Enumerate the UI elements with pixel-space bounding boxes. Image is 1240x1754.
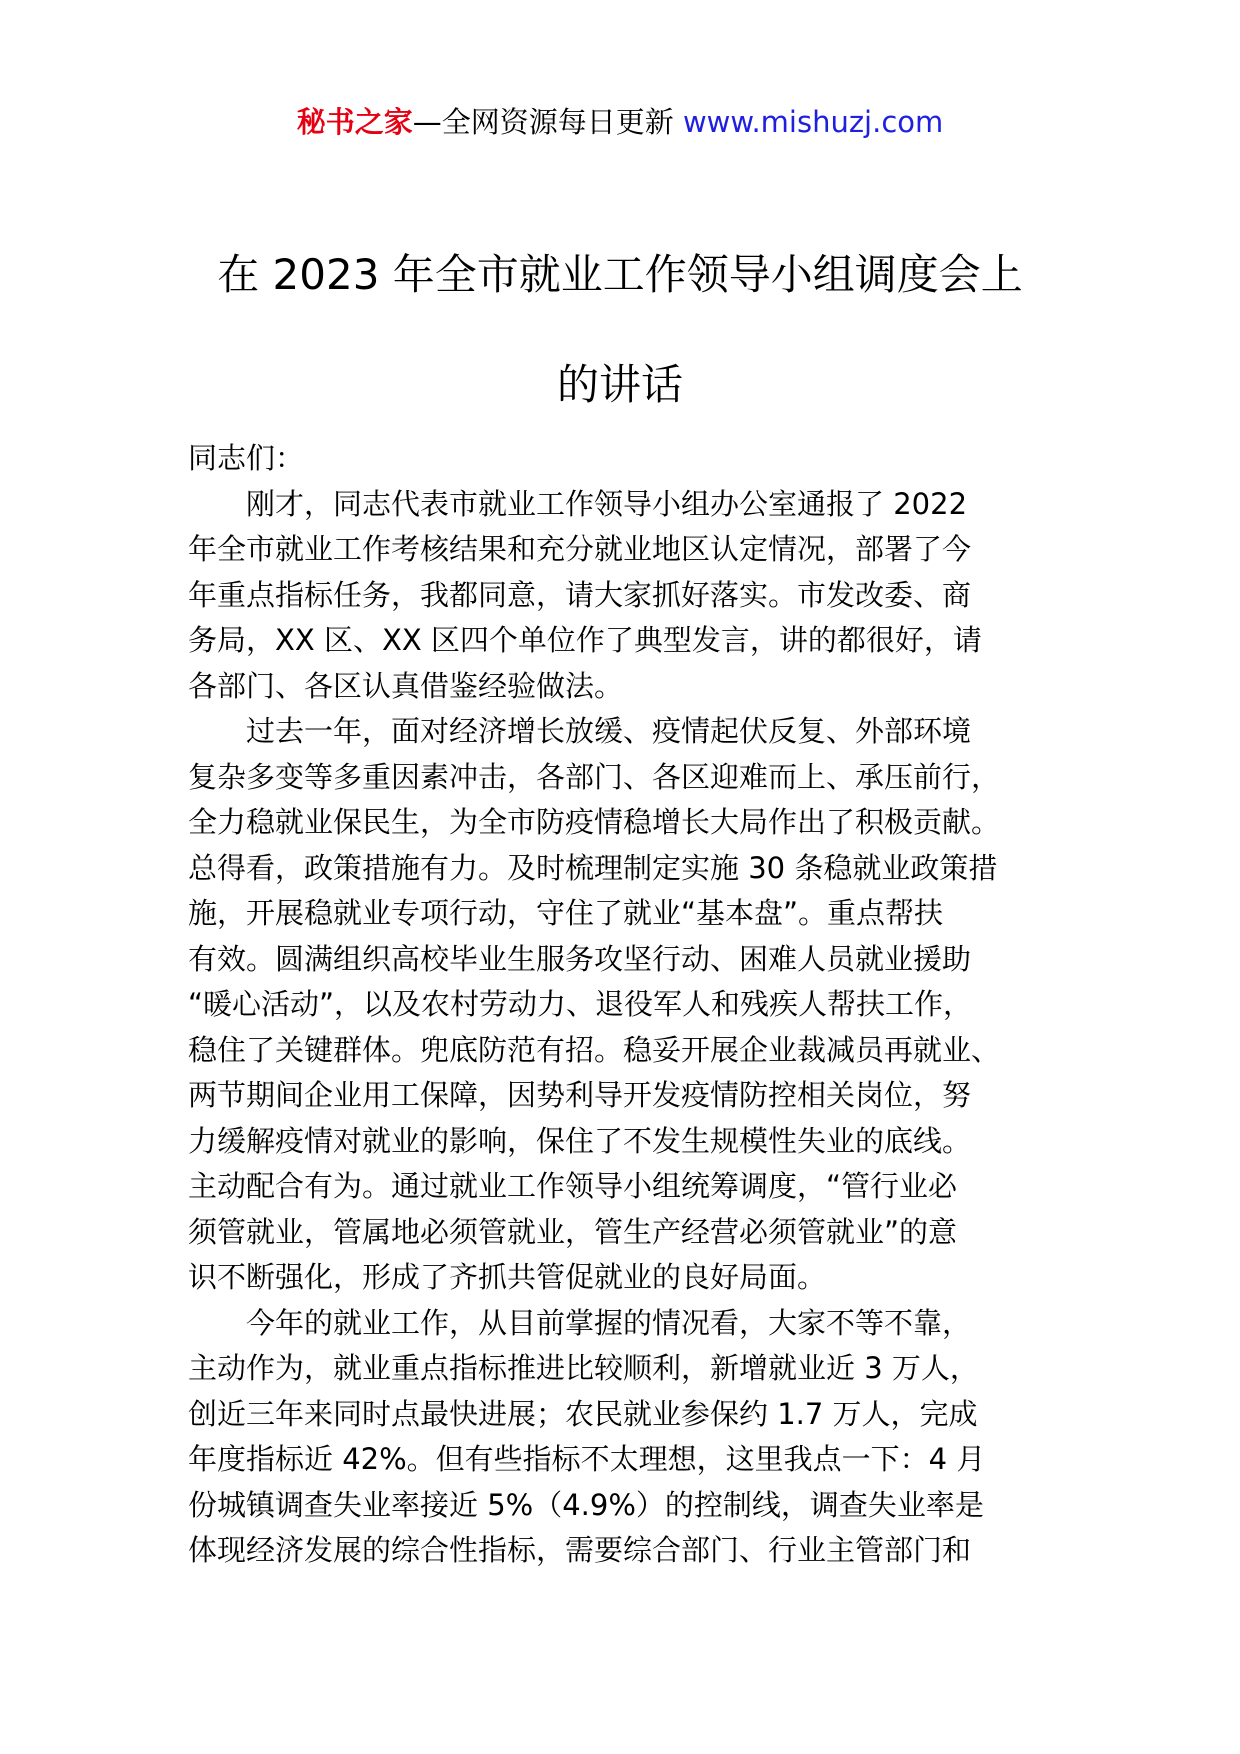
body-line: 力缓解疫情对就业的影响，保住了不发生规模性失业的底线。 [188,1123,972,1158]
title-line: 的讲话 [556,360,683,409]
body-line: 须管就业，管属地必须管就业，管生产经营必须管就业”的意 [188,1214,958,1249]
body-line: 施，开展稳就业专项行动，守住了就业“基本盘”。重点帮扶 [188,896,944,930]
body-line: 全力稳就业保民生，为全市防疫情稳增长大局作出了积极贡献。 [188,805,1001,839]
body-line: 两节期间企业用工保障，因势利导开发疫情防控相关岗位，努 [188,1078,972,1112]
body-line: 份城镇调查失业率接近 5%（4.9%）的控制线，调查失业率是 [188,1487,984,1522]
body-line: 主动作为，就业重点指标推进比较顺利，新增就业近 3 万人， [188,1351,979,1385]
body-line: 各部门、各区认真借鉴经验做法。 [188,668,624,703]
title-line: 在 2023 年全市就业工作领导小组调度会上 [217,250,1023,299]
body-line: 总得看，政策措施有力。及时梳理制定实施 30 条稳就业政策措 [188,850,998,885]
salutation: 同志们： [188,441,305,475]
body-line: 过去一年，面对经济增长放缓、疫情起伏反复、外部环境 [246,714,972,748]
body-line: 稳住了关键群体。兜底防范有招。稳妥开展企业裁减员再就业、 [188,1032,1001,1067]
body-line: 有效。圆满组织高校毕业生服务攻坚行动、困难人员就业援助 [188,941,972,976]
body-line: 务局，XX 区、XX 区四个单位作了典型发言，讲的都很好，请 [188,623,982,657]
body-line: 年全市就业工作考核结果和充分就业地区认定情况，部署了今 [188,532,972,566]
header-tagline: —全网资源每日更新 [412,105,674,139]
body-line: 年重点指标任务，我都同意，请大家抓好落实。市发改委、商 [188,577,972,612]
body-line: “暖心活动”，以及农村劳动力、退役军人和残疾人帮扶工作， [188,987,973,1021]
body-line: 复杂多变等多重因素冲击，各部门、各区迎难而上、承压前行， [188,759,1001,794]
body-line: 体现经济发展的综合性指标，需要综合部门、行业主管部门和 [188,1533,972,1567]
body-line: 年度指标近 42%。但有些指标不太理想，这里我点一下：4 月 [188,1442,986,1476]
body-line: 识不断强化，形成了齐抓共管促就业的良好局面。 [188,1260,827,1294]
document-body [188,436,1080,1574]
site-url-link[interactable]: www.mishuzj.com [682,105,944,139]
body-line: 创近三年来同时点最快进展；农民就业参保约 1.7 万人，完成 [188,1396,978,1431]
brand-name: 秘书之家 [296,105,413,139]
body-line: 刚才，同志代表市就业工作领导小组办公室通报了 2022 [246,486,968,521]
document-title [150,220,1090,440]
body-line: 今年的就业工作，从目前掌握的情况看，大家不等不靠， [246,1305,972,1340]
site-header [0,102,1240,142]
body-line: 主动配合有为。通过就业工作领导小组统筹调度，“管行业必 [188,1169,958,1203]
